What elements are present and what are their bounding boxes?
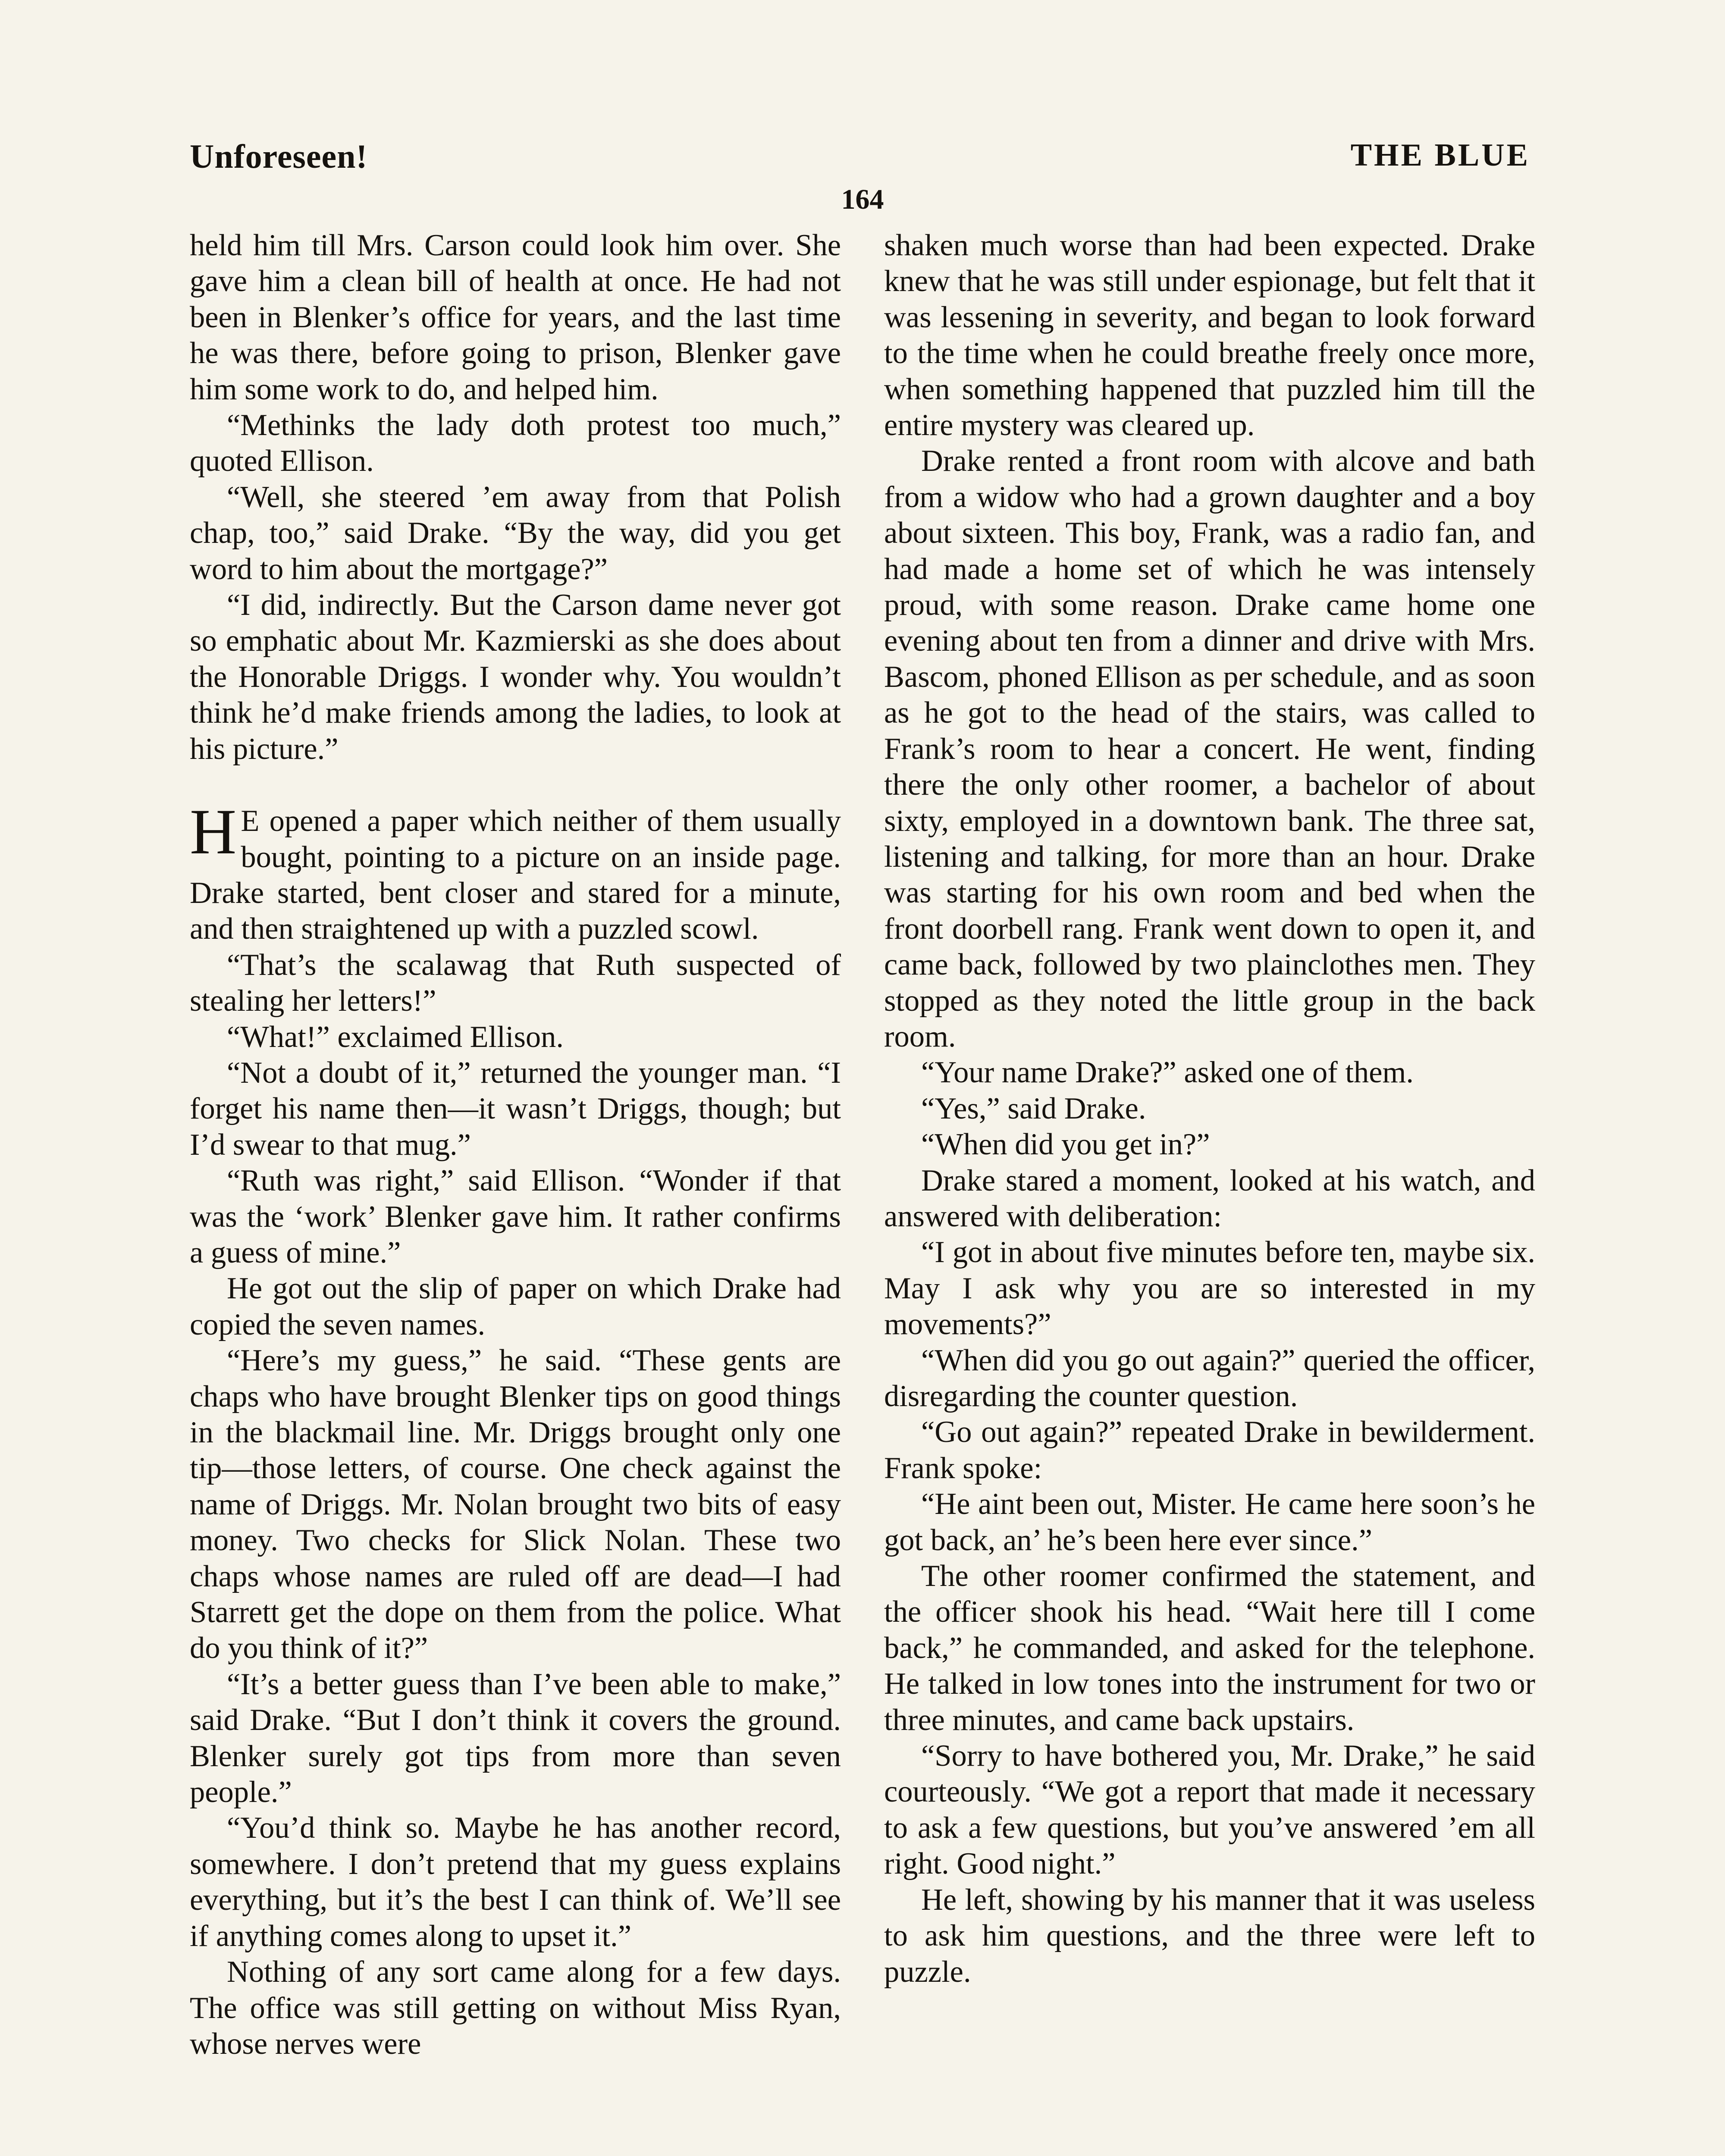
- section-opening-paragraph: [190, 796, 841, 947]
- paragraph: “Not a doubt of it,” returned the younger man. “I forget his name then—it wasn’t Driggs, though; but I’d swear to that mug.”: [190, 1056, 841, 1162]
- left-column: [190, 228, 841, 2156]
- paragraph: “Your name Drake?” asked one of them.: [921, 1056, 1414, 1090]
- paragraph: He left, showing by his manner that it was useless to ask him questions, and the three were left to puzzle.: [884, 1883, 1535, 1989]
- paragraph: “Go out again?” repeated Drake in bewilderment. Frank spoke:: [884, 1415, 1535, 1485]
- drop-cap: H: [190, 796, 237, 868]
- paragraph: “Here’s my guess,” he said. “These gents are chaps who have brought Blenker tips on good things in the blackmail line. Mr. Driggs brought only one tip—those letters, of course. One check against the name of Driggs. Mr. Nolan brought two bits of easy money. Two checks for Slick Nolan. These two chaps whose names are ruled off are dead—I had Starrett get the dope on them from the police. What do you think of it?”: [190, 1344, 841, 1665]
- story-title: Unforeseen!: [190, 138, 368, 175]
- paragraph: “When did you get in?”: [921, 1128, 1210, 1162]
- paragraph: He got out the slip of paper on which Drake had copied the seven names.: [190, 1272, 841, 1341]
- paragraph: The other roomer confirmed the statement, and the officer shook his head. “Wait here till I come back,” he commanded, and asked for the telephone. He talked in low tones into the instrument for two or three minutes, and came back upstairs.: [884, 1559, 1535, 1737]
- paragraph: “Methinks the lady doth protest too much,” quoted Ellison.: [190, 408, 841, 478]
- paragraph-text: E opened a paper which neither of them usually bought, pointing to a picture on an inside page. Drake started, bent closer and stared for a minute, and then straightened up with a puzzled scowl.: [190, 804, 841, 946]
- paragraph: held him till Mrs. Carson could look him over. She gave him a clean bill of health at once. He had not been in Blenker’s office for years, and the last time he was there, before going to prison, Blenker gave him some work to do, and helped him.: [190, 229, 841, 406]
- magazine-title: THE BLUE: [1350, 138, 1530, 173]
- paragraph: “Sorry to have bothered you, Mr. Drake,” he said courteously. “We got a report that made it necessary to ask a few questions, but you’ve answered ’em all right. Good night.”: [884, 1739, 1535, 1881]
- paragraph: Drake stared a moment, looked at his watch, and answered with deliberation:: [884, 1163, 1535, 1233]
- paragraph: “You’d think so. Maybe he has another record, somewhere. I don’t pretend that my guess explains everything, but it’s the best I can think of. We’ll see if anything comes along to upset it.”: [190, 1811, 841, 1953]
- paragraph: “When did you go out again?” queried the officer, disregarding the counter question.: [884, 1343, 1535, 1413]
- paragraph: shaken much worse than had been expected. Drake knew that he was still under espionage, but felt that it was lessening in severity, and began to look forward to the time when he could breathe freely once more, when something happened that puzzled him till the entire mystery was cleared up.: [884, 229, 1535, 442]
- page-number: 164: [841, 184, 884, 215]
- right-column: [884, 228, 1535, 2156]
- paragraph: “What!” exclaimed Ellison.: [227, 1020, 564, 1054]
- paragraph: Drake rented a front room with alcove and bath from a widow who had a grown daughter and a boy about sixteen. This boy, Frank, was a radio fan, and had made a home set of which he was intensely proud, with some reason. Drake came home one evening about ten from a dinner and drive with Mrs. Bascom, phoned Ellison as per schedule, and as soon as he got to the head of the stairs, was called to Frank’s room to hear a concert. He went, finding there the only other roomer, a bachelor of about sixty, employed in a downtown bank. The three sat, listening and talking, for more than an hour. Drake was starting for his own room and bed when the front doorbell rang. Frank went down to open it, and came back, followed by two plainclothes men. They stopped as they noted the little group in the back room.: [884, 444, 1535, 1053]
- paragraph: “I got in about five minutes before ten, maybe six. May I ask why you are so interested in my movements?”: [884, 1235, 1535, 1341]
- paragraph: “I did, indirectly. But the Carson dame never got so emphatic about Mr. Kazmierski as she does about the Honorable Driggs. I wonder why. You wouldn’t think he’d make friends among the ladies, to look at his picture.”: [190, 588, 841, 766]
- paragraph: Nothing of any sort came along for a few days. The office was still getting on without Miss Ryan, whose nerves were: [190, 1955, 841, 2061]
- paragraph: “Ruth was right,” said Ellison. “Wonder if that was the ‘work’ Blenker gave him. It rather confirms a guess of mine.”: [190, 1164, 841, 1269]
- paragraph: “He aint been out, Mister. He came here soon’s he got back, an’ he’s been here ever since.”: [884, 1487, 1535, 1557]
- paragraph: “Well, she steered ’em away from that Polish chap, too,” said Drake. “By the way, did you get word to him about the mortgage?”: [190, 480, 841, 586]
- paragraph: “It’s a better guess than I’ve been able to make,” said Drake. “But I don’t think it covers the ground. Blenker surely got tips from more than seven people.”: [190, 1667, 841, 1809]
- paragraph: “Yes,” said Drake.: [921, 1091, 1146, 1125]
- paragraph: “That’s the scalawag that Ruth suspected of stealing her letters!”: [190, 948, 841, 1018]
